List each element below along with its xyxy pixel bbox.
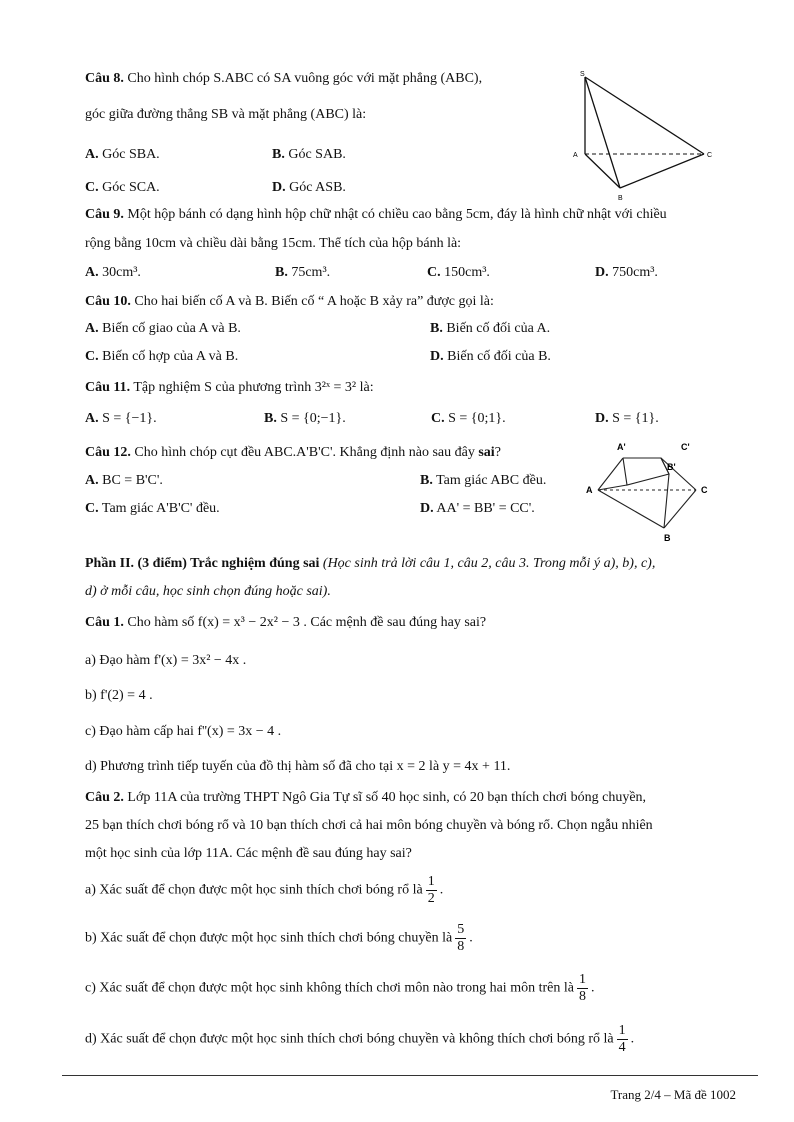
option-text: 30cm³.: [98, 265, 141, 280]
option-key: D.: [420, 501, 434, 516]
item-text: c) Xác suất để chọn được một học sinh không thích chơi môn nào trong hai môn trên là: [85, 980, 574, 996]
q12-option-c: [85, 500, 220, 518]
option-text: Góc SCA.: [98, 180, 160, 195]
q12-frustum-figure: [584, 438, 714, 542]
p2q1-text: Cho hàm số f(x) = x³ − 2x² − 3 . Các mệnh đề sau đúng hay sai?: [123, 615, 487, 630]
fraction-denominator: 8: [457, 939, 465, 954]
q9-option-a: [85, 264, 141, 282]
option-text: Tam giác ABC đều.: [432, 473, 547, 488]
fraction: [577, 972, 588, 1005]
option-text: Góc SAB.: [284, 147, 346, 162]
q10-option-a: [85, 320, 241, 338]
p2q2-item-a: a) Xác suất để chọn được một học sinh thích chơi bóng rổ là $\frac{1}{2}$ .: [85, 874, 444, 906]
option-key: B.: [420, 473, 433, 488]
option-text: S = {1}.: [608, 411, 659, 426]
q9-option-c: [427, 264, 490, 282]
fraction-denominator: 8: [578, 989, 586, 1004]
option-text: Tam giác A'B'C' đều.: [98, 501, 220, 516]
p2q1-line1: [85, 614, 486, 632]
q12-option-a: [85, 472, 163, 490]
q10-option-d: [430, 348, 551, 366]
q10-option-b: [430, 320, 550, 338]
option-key: B.: [430, 321, 443, 336]
option-text: Biến cố đối của A.: [442, 321, 551, 336]
q12-option-b: [420, 472, 546, 490]
option-key: B.: [272, 147, 285, 162]
q8-option-c: [85, 179, 160, 197]
fraction-numerator: 1: [618, 1023, 626, 1038]
q10-text1: Cho hai biến cố A và B. Biến cố “ A hoặc B xảy ra” được gọi là:: [130, 294, 494, 309]
p2q2-line1: [85, 789, 646, 807]
q12-option-d: [420, 500, 535, 518]
vertex-label-b: B: [664, 533, 671, 542]
q8-pyramid-figure: [568, 66, 718, 206]
vertex-label-b: B: [618, 195, 623, 202]
part2-note2: d) ở mỗi câu, học sinh chọn đúng hoặc sai).: [85, 584, 331, 599]
item-text: a) Xác suất để chọn được một học sinh thích chơi bóng rổ là: [85, 882, 423, 898]
option-text: 750cm³.: [608, 265, 658, 280]
fraction: [617, 1023, 628, 1056]
q12-text-sai: sai: [478, 445, 495, 460]
option-key: C.: [431, 411, 445, 426]
option-text: Biến cố giao của A và B.: [98, 321, 241, 336]
q11-option-a: [85, 410, 157, 428]
option-key: C.: [85, 180, 99, 195]
p2q2-item-d: d) Xác suất để chọn được một học sinh thích chơi bóng chuyền và không thích chơi bóng rổ là $\frac{1}{4}$ .: [85, 1023, 635, 1055]
option-text: 150cm³.: [440, 265, 490, 280]
q11-option-c: [431, 410, 506, 428]
option-key: C.: [85, 501, 99, 516]
fraction-numerator: 1: [578, 972, 586, 987]
option-key: A.: [85, 411, 99, 426]
q9-text1: Một hộp bánh có dạng hình hộp chữ nhật có chiều cao bằng 5cm, đáy là hình chữ nhật với chiều: [123, 207, 667, 222]
option-text: 75cm³.: [287, 265, 331, 280]
q11-text1: Tập nghiệm S của phương trình 3²ˣ = 3² là:: [130, 380, 374, 395]
q8-option-b: [272, 146, 346, 164]
item-text: d) Xác suất để chọn được một học sinh thích chơi bóng chuyền và không thích chơi bóng rổ là: [85, 1031, 614, 1047]
q8-line1: [85, 70, 482, 88]
option-text: S = {−1}.: [98, 411, 157, 426]
p2q2-text1: Lớp 11A của trường THPT Ngô Gia Tự sĩ số 40 học sinh, có 20 bạn thích chơi bóng chuyền,: [123, 790, 647, 805]
fraction-denominator: 4: [618, 1040, 626, 1055]
option-key: C.: [85, 349, 99, 364]
option-key: C.: [427, 265, 441, 280]
vertex-label-s: S: [580, 71, 585, 78]
q10-line1: [85, 293, 494, 311]
q12-line1: [85, 444, 501, 462]
q9-line1: [85, 206, 667, 224]
q11-label: Câu 11.: [85, 380, 131, 395]
part2-heading: Phần II. (3 điểm) Trắc nghiệm đúng sai: [85, 556, 320, 571]
option-key: A.: [85, 321, 99, 336]
q10-label: Câu 10.: [85, 294, 131, 309]
vertex-label-a: A: [573, 152, 578, 159]
option-key: A.: [85, 265, 99, 280]
p2q1-item-b: b) f'(2) = 4 .: [85, 688, 153, 703]
option-text: Biến cố đối của B.: [443, 349, 551, 364]
option-key: A.: [85, 147, 99, 162]
vertex-label-c: C: [707, 152, 713, 159]
option-key: D.: [272, 180, 286, 195]
q8-label: Câu 8.: [85, 71, 124, 86]
q12-text-end: ?: [494, 445, 501, 460]
part2-note1: (Học sinh trả lời câu 1, câu 2, câu 3. Trong mỗi ý a), b), c),: [319, 556, 656, 571]
fraction: [426, 874, 437, 907]
option-text: Biến cố hợp của A và B.: [98, 349, 239, 364]
p2q1-label: Câu 1.: [85, 615, 124, 630]
option-key: D.: [595, 265, 609, 280]
p2q1-item-c: c) Đạo hàm cấp hai f''(x) = 3x − 4 .: [85, 724, 282, 739]
q11-line1: [85, 379, 374, 397]
fraction: [455, 922, 466, 955]
p2q1-item-d: d) Phương trình tiếp tuyến của đồ thị hàm số đã cho tại x = 2 là y = 4x + 11.: [85, 759, 511, 774]
vertex-label-c: C: [701, 485, 708, 495]
vertex-label-a: A: [586, 485, 593, 495]
option-text: BC = B'C'.: [98, 473, 163, 488]
q8-option-d: [272, 179, 346, 197]
option-key: B.: [264, 411, 277, 426]
q8-text2: góc giữa đường thẳng SB và mặt phẳng (ABC) là:: [85, 107, 367, 122]
option-key: A.: [85, 473, 99, 488]
option-text: S = {0;−1}.: [276, 411, 346, 426]
option-text: AA' = BB' = CC'.: [433, 501, 535, 516]
q8-text1: Cho hình chóp S.ABC có SA vuông góc với mặt phẳng (ABC),: [123, 71, 483, 86]
item-text: b) Xác suất để chọn được một học sinh thích chơi bóng chuyền là: [85, 930, 453, 946]
vertex-label-a1: A': [617, 442, 626, 452]
p2q2-item-b: b) Xác suất để chọn được một học sinh thích chơi bóng chuyền là $\frac{5}{8}$ .: [85, 922, 473, 954]
q9-option-b: [275, 264, 330, 282]
q11-option-b: [264, 410, 346, 428]
p2q1-item-a: a) Đạo hàm f'(x) = 3x² − 4x .: [85, 653, 247, 668]
q11-option-d: [595, 410, 659, 428]
option-key: D.: [430, 349, 444, 364]
option-key: B.: [275, 265, 288, 280]
q9-text2: rộng bằng 10cm và chiều dài bằng 15cm. Thể tích của hộp bánh là:: [85, 236, 462, 251]
footer-divider: [62, 1075, 758, 1076]
q9-label: Câu 9.: [85, 207, 124, 222]
q9-option-d: [595, 264, 658, 282]
q8-option-a: [85, 146, 160, 164]
vertex-label-c1: C': [681, 442, 690, 452]
vertex-label-b1: B': [667, 462, 676, 472]
fraction-denominator: 2: [427, 891, 435, 906]
q12-label: Câu 12.: [85, 445, 131, 460]
option-text: S = {0;1}.: [444, 411, 506, 426]
page-footer: Trang 2/4 – Mã đề 1002: [610, 1087, 736, 1102]
part2-heading-line: [85, 555, 655, 573]
option-key: D.: [595, 411, 609, 426]
p2q2-label: Câu 2.: [85, 790, 124, 805]
option-text: Góc ASB.: [285, 180, 346, 195]
q12-text1: Cho hình chóp cụt đều ABC.A'B'C'. Khẳng định nào sau đây: [130, 445, 479, 460]
q10-option-c: [85, 348, 238, 366]
p2q2-text3: một học sinh của lớp 11A. Các mệnh đề sau đúng hay sai?: [85, 846, 412, 861]
p2q2-text2: 25 bạn thích chơi bóng rổ và 10 bạn thích chơi cả hai môn bóng chuyền và bóng rổ. Chọn ngẫu nhiên: [85, 818, 653, 833]
fraction-numerator: 5: [457, 922, 465, 937]
option-text: Góc SBA.: [98, 147, 160, 162]
p2q2-item-c: c) Xác suất để chọn được một học sinh không thích chơi môn nào trong hai môn trên là $\frac{1}{8}$ .: [85, 972, 595, 1004]
fraction-numerator: 1: [427, 874, 435, 889]
